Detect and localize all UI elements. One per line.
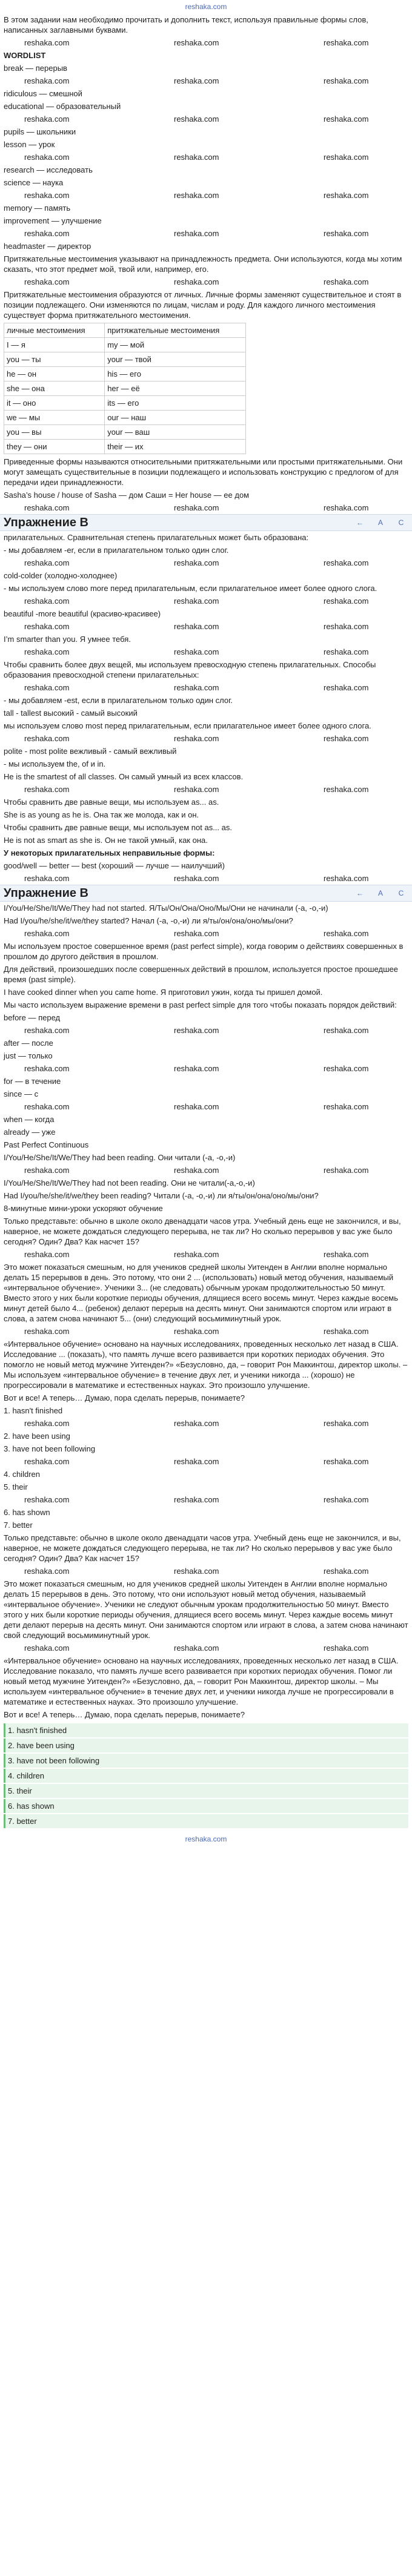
table-row: it — оно its — его [4, 396, 246, 411]
list-item: 3. have not been following [4, 1754, 408, 1768]
watermark-text: reshaka.com [324, 1457, 369, 1466]
watermark-row [0, 1417, 412, 1430]
watermark-row [0, 227, 412, 240]
watermark-text: reshaka.com [24, 1567, 70, 1576]
wordlist-item: memory — память [4, 203, 71, 213]
nav-link-c[interactable]: С [398, 518, 404, 527]
watermark-text: reshaka.com [324, 191, 369, 200]
watermark-row [0, 1062, 412, 1075]
text-line: He is not as smart as she is. Он не такой умный, как она. [4, 836, 208, 845]
list-item: 7. better [4, 1814, 408, 1828]
watermark-row [0, 74, 412, 87]
possessive-example: Sasha’s house / house of Sasha — дом Саши = Her house — ее дом [4, 490, 250, 500]
watermark-row [0, 1565, 412, 1577]
watermark-text: reshaka.com [174, 1643, 219, 1653]
exercise-nav [353, 518, 408, 528]
irregular-label: У некоторых прилагательных неправильные формы: [4, 848, 215, 857]
pronoun-table [4, 323, 246, 454]
watermark-row [0, 1493, 412, 1506]
watermark-text: reshaka.com [174, 503, 219, 512]
list-item: for — в течение [4, 1077, 61, 1086]
story-title: 8-минутные мини-уроки ускоряют обучение [4, 1204, 163, 1213]
watermark-text: reshaka.com [24, 1026, 70, 1035]
answer-list [0, 1404, 412, 1531]
watermark-text: reshaka.com [324, 874, 369, 883]
watermark-text: reshaka.com [174, 1166, 219, 1175]
list-item: just — только [4, 1051, 53, 1060]
site-footer[interactable]: reshaka.com [185, 1835, 227, 1843]
table-row: you — ты your — твой [4, 352, 246, 367]
watermark-text: reshaka.com [24, 596, 70, 606]
watermark-text: reshaka.com [324, 558, 369, 567]
watermark-text: reshaka.com [24, 1250, 70, 1259]
watermark-row [0, 36, 412, 49]
possessive-paragraph: Притяжательные местоимения указывают на принадлежность предмета. Они используются, когда мы хотим сказать, что этот предмет мой, твой или, например, его. [4, 254, 402, 274]
watermark-row [0, 595, 412, 607]
list-item: 4. children [4, 1470, 40, 1479]
watermark-text: reshaka.com [324, 734, 369, 743]
text-line: мы используем слово most перед прилагательным, если прилагательное имеет более одного слога. [4, 721, 371, 730]
watermark-text: reshaka.com [174, 622, 219, 631]
list-item: 6. has shown [4, 1799, 408, 1813]
watermark-text: reshaka.com [24, 503, 70, 512]
watermark-row [0, 646, 412, 658]
list-item: 7. better [4, 1521, 33, 1530]
watermark-text: reshaka.com [24, 734, 70, 743]
watermark-row [0, 620, 412, 633]
exercise-header [0, 514, 412, 531]
watermark-text: reshaka.com [324, 1495, 369, 1504]
watermark-row [0, 872, 412, 885]
watermark-text: reshaka.com [24, 647, 70, 656]
watermark-text: reshaka.com [174, 1026, 219, 1035]
watermark-text: reshaka.com [324, 229, 369, 238]
watermark-text: reshaka.com [174, 874, 219, 883]
watermark-text: reshaka.com [174, 558, 219, 567]
watermark-text: reshaka.com [24, 1457, 70, 1466]
time-expressions [0, 1011, 412, 1138]
watermark-text: reshaka.com [324, 1250, 369, 1259]
nav-link-c[interactable]: С [398, 888, 404, 897]
wordlist-item: lesson — урок [4, 140, 55, 149]
watermark-row [0, 556, 412, 569]
story-question: Вот и все! А теперь… Думаю, пора сделать перерыв, понимаете? [4, 1393, 245, 1402]
table-header: личные местоимения [4, 323, 105, 338]
watermark-row [0, 151, 412, 163]
list-item: 5. their [4, 1482, 28, 1491]
wordlist-item: educational — образовательный [4, 102, 121, 111]
table-row: you — вы your — ваш [4, 425, 246, 440]
watermark-row [0, 783, 412, 796]
watermark-text: reshaka.com [174, 734, 219, 743]
story-paragraph: Только представьте: обычно в школе около двенадцати часов утра. Учебный день еще не закончился, и вы, наверное, не можете дождаться следующего перерыва, не так ли? Но сколько перерывов у вас уже было сегодня? Один? Два? Как насчет 15? [4, 1217, 401, 1246]
wordlist-item: headmaster — директор [4, 242, 91, 251]
list-item: 2. have been using [4, 1739, 408, 1752]
table-row: they — они their — их [4, 440, 246, 454]
watermark-text: reshaka.com [174, 229, 219, 238]
watermark-text: reshaka.com [174, 1457, 219, 1466]
table-header: притяжательные местоимения [105, 323, 246, 338]
text-line: - мы добавляем -est, если в прилагательном только один слог. [4, 696, 233, 705]
table-row: we — мы our — наш [4, 411, 246, 425]
nav-link-a[interactable]: А [377, 888, 383, 897]
wordlist [0, 62, 412, 253]
watermark-text: reshaka.com [174, 1250, 219, 1259]
wordlist-item: pupils — школьники [4, 127, 76, 136]
list-item: 1. hasn't finished [4, 1723, 408, 1737]
wordlist-item: ridiculous — смешной [4, 89, 82, 98]
watermark-text: reshaka.com [174, 683, 219, 692]
watermark-row [0, 113, 412, 125]
watermark-row [0, 1100, 412, 1113]
wordlist-item: research — исследовать [4, 165, 93, 174]
watermark-text: reshaka.com [324, 622, 369, 631]
watermark-text: reshaka.com [324, 277, 369, 286]
watermark-row [0, 927, 412, 940]
story-paragraph: Это может показаться смешным, но для учеников средней школы Уитенден в Англии вполне нормально делать 15 перерывов в день. Это потому, что они используют новый метод обучения, называемый «интервальное обучение». Ученики не следуют обычным урокам продолжительностью 50 минут. Вместо этого у них были короткие периоды обучения, длящиеся всего восемь минут. Через каждые восемь минут дети делают перерыв на десять минут. Они занимаются спортом или играют в слова, а затем снова начинают свой следующий восьмиминутный урок. [4, 1579, 408, 1640]
watermark-text: reshaka.com [324, 1327, 369, 1336]
watermark-row [0, 501, 412, 514]
possessive-paragraph: Притяжательные местоимения образуются от личных. Личные формы заменяют существительное и стоят в позиции подлежащего. Они изменяются по лицам, числам и роду. Для каждого личного местоимения существует форма притяжательного местоимения. [4, 290, 402, 320]
list-item: 2. have been using [4, 1432, 70, 1441]
list-item: already — уже [4, 1128, 56, 1137]
watermark-text: reshaka.com [174, 785, 219, 794]
watermark-text: reshaka.com [324, 1026, 369, 1035]
watermark-text: reshaka.com [174, 1495, 219, 1504]
text-line: polite - most polite вежливый - самый вежливый [4, 747, 177, 756]
watermark-text: reshaka.com [174, 153, 219, 162]
table-row: he — он his — его [4, 367, 246, 381]
list-item: 1. hasn't finished [4, 1406, 63, 1415]
answer-list-highlighted [4, 1723, 408, 1828]
watermark-row [0, 1164, 412, 1177]
watermark-text: reshaka.com [174, 191, 219, 200]
wordlist-item: science — наука [4, 178, 64, 187]
watermark-text: reshaka.com [324, 153, 369, 162]
watermark-text: reshaka.com [24, 785, 70, 794]
list-item: before — перед [4, 1013, 61, 1022]
wordlist-item: break — перерыв [4, 64, 67, 73]
watermark-row [0, 681, 412, 694]
text-line: Чтобы сравнить более двух вещей, мы используем превосходную степень прилагательных. Способы образования превосходной степени прилагательных: [4, 660, 376, 679]
text-line: Чтобы сравнить две равные вещи, мы используем not as... as. [4, 823, 232, 832]
watermark-text: reshaka.com [174, 1064, 219, 1073]
exercise-title: Упражнение В [4, 515, 88, 529]
table-row: she — она her — её [4, 381, 246, 396]
watermark-text: reshaka.com [324, 785, 369, 794]
text-line: I/You/He/She/It/We/They had been reading. Они читали (-а, -о,-и) [4, 1153, 236, 1162]
watermark-text: reshaka.com [174, 647, 219, 656]
watermark-text: reshaka.com [324, 1567, 369, 1576]
text-line: Had I/you/he/she/it/we/they been reading? Читали (-а, -о,-и) ли я/ты/он/она/оно/мы/они? [4, 1191, 319, 1200]
watermark-text: reshaka.com [24, 929, 70, 938]
list-item: 4. children [4, 1769, 408, 1783]
watermark-text: reshaka.com [24, 1064, 70, 1073]
watermark-text: reshaka.com [24, 229, 70, 238]
watermark-text: reshaka.com [324, 596, 369, 606]
watermark-text: reshaka.com [324, 114, 369, 124]
text-line: I have cooked dinner when you came home. Я приготовил ужин, когда ты пришел домой. [4, 988, 323, 997]
text-line: - мы добавляем -er, если в прилагательном только один слог. [4, 546, 229, 555]
watermark-text: reshaka.com [174, 38, 219, 47]
exercise-nav [353, 888, 408, 899]
watermark-text: reshaka.com [174, 114, 219, 124]
watermark-text: reshaka.com [174, 76, 219, 85]
watermark-text: reshaka.com [174, 596, 219, 606]
watermark-text: reshaka.com [324, 929, 369, 938]
watermark-text: reshaka.com [324, 647, 369, 656]
ppc-label: Past Perfect Continuous [4, 1140, 89, 1149]
watermark-row [0, 1455, 412, 1468]
list-item: when — когда [4, 1115, 55, 1124]
text-line: - мы используем слово more перед прилагательным, если прилагательное имеет более одного слога. [4, 584, 377, 593]
list-item: since — с [4, 1089, 39, 1098]
story-paragraph: «Интервальное обучение» основано на научных исследованиях, проведенных несколько лет назад в США. Исследование ... (показать), что память лучше всего развивается при коротких периодах обучения. Это помогло не новый метод мужчине Уитенден?» «Безусловно, да, – говорит Рон Маккинтош, директор школы. – Мы используем «интервальное обучение» в течение двух лет, и ученики никогда ... (хорошо) не прогрессировали в математике и естественных науках. Это произошло улучшение. [4, 1339, 408, 1390]
exercise-header [0, 885, 412, 902]
watermark-row [0, 1248, 412, 1261]
watermark-text: reshaka.com [24, 1327, 70, 1336]
wordlist-label: WORDLIST [4, 51, 46, 60]
watermark-text: reshaka.com [24, 1419, 70, 1428]
watermark-row [0, 189, 412, 202]
watermark-text: reshaka.com [174, 277, 219, 286]
watermark-text: reshaka.com [24, 874, 70, 883]
text-line: beautiful -more beautiful (красиво-красивее) [4, 609, 161, 618]
watermark-row [0, 1642, 412, 1654]
story-paragraph: Это может показаться смешным, но для учеников средней школы Уитенден в Англии вполне нормально делать 15 перерывов в день. Это потому, что они 2 ... (использовать) новый метод обучения, называемый «интервальное обучение». Ученики 3... (не следовать) обычным урокам продолжительностью 50 минут. Вместо этого у них были короткие периоды обучения, длящиеся всего восемь минут. Через каждые восемь минут детей было 4... (ребенок) делают перерыв на десять минут. Они занимаются спортом или играют в слова, а затем снова начинают 5... (они) следующий восьмиминутный урок. [4, 1263, 399, 1323]
watermark-row [0, 1024, 412, 1037]
wordlist-item: improvement — улучшение [4, 216, 102, 225]
text-line: I’m smarter than you. Я умнее тебя. [4, 635, 131, 644]
text-line: Для действий, произошедших после совершенных действий в прошлом, используется простое прошедшее время (past simple). [4, 965, 398, 984]
watermark-text: reshaka.com [174, 929, 219, 938]
text-line: Мы часто используем выражение времени в past perfect simple для того чтобы показать порядок действий: [4, 1000, 397, 1009]
watermark-row [0, 1325, 412, 1338]
story-paragraph: «Интервальное обучение» основано на научных исследованиях, проведенных несколько лет назад в США. Исследование показало, что память лучше всего развивается при коротких периодах обучения. Помог ли новый метод мужчине Уитенден?» «Безусловно, да, – говорит Рон Маккинтош, директор школы. – Мы используем «интервальное обучение» в течение двух лет, и ученики никогда лучше не прогрессировали в математике и естественных науках. Это произошло улучшение. [4, 1656, 399, 1706]
watermark-text: reshaka.com [24, 191, 70, 200]
watermark-text: reshaka.com [24, 683, 70, 692]
watermark-text: reshaka.com [324, 1102, 369, 1111]
list-item: after — после [4, 1039, 53, 1048]
watermark-text: reshaka.com [324, 1643, 369, 1653]
watermark-text: reshaka.com [324, 503, 369, 512]
watermark-text: reshaka.com [324, 1064, 369, 1073]
possessive-paragraph: Приведенные формы называются относительными притяжательными или простыми притяжательными. Они могут замещать существительные в позиции подлежащего и использовать конструкцию с предлогом of для передачи идеи принадлежности. [4, 457, 403, 487]
watermark-row [0, 276, 412, 288]
watermark-text: reshaka.com [174, 1327, 219, 1336]
watermark-text: reshaka.com [24, 622, 70, 631]
table-row: I — я my — мой [4, 338, 246, 352]
story-paragraph: Только представьте: обычно в школе около двенадцати часов утра. Учебный день еще не закончился, и вы, наверное, не можете дождаться следующего перерыва, не так ли? Но сколько перерывов у вас уже было сегодня? Один? Два? Как насчет 15? [4, 1533, 401, 1563]
watermark-text: reshaka.com [324, 76, 369, 85]
text-line: прилагательных. Сравнительная степень прилагательных может быть образована: [4, 533, 309, 542]
exercise-title: Упражнение В [4, 886, 88, 900]
watermark-text: reshaka.com [324, 683, 369, 692]
nav-link-a[interactable]: А [377, 518, 383, 527]
watermark-text: reshaka.com [24, 38, 70, 47]
back-arrow-icon[interactable]: ← [356, 888, 364, 897]
text-line: - мы используем the, of и in. [4, 759, 106, 768]
text-line: He is the smartest of all classes. Он самый умный из всех классов. [4, 772, 244, 781]
watermark-text: reshaka.com [24, 1495, 70, 1504]
site-header[interactable]: reshaka.com [185, 2, 227, 11]
watermark-text: reshaka.com [174, 1419, 219, 1428]
text-line: good/well — better — best (хороший — лучше — наилучший) [4, 861, 225, 870]
text-line: Мы используем простое совершенное время (past perfect simple), когда говорим о действиях совершенных в прошлом до другого действия в прошлом. [4, 942, 404, 961]
story-question: Вот и все! А теперь… Думаю, пора сделать перерыв, понимаете? [4, 1710, 245, 1719]
text-line: cold-colder (холодно-холоднее) [4, 571, 118, 580]
back-arrow-icon[interactable]: ← [356, 518, 364, 527]
text-line: Чтобы сравнить две равные вещи, мы используем as... as. [4, 798, 219, 807]
watermark-text: reshaka.com [24, 76, 70, 85]
watermark-text: reshaka.com [324, 38, 369, 47]
watermark-text: reshaka.com [24, 153, 70, 162]
watermark-row [0, 732, 412, 745]
text-line: She is as young as he is. Она так же молода, как и он. [4, 810, 199, 819]
watermark-text: reshaka.com [24, 1166, 70, 1175]
text-line: I/You/He/She/It/We/They had not been reading. Они не читали(-а,-о,-и) [4, 1178, 255, 1187]
intro-text: В этом задании нам необходимо прочитать и дополнить текст, используя правильные формы слов, написанных заглавными буквами. [4, 15, 368, 35]
watermark-text: reshaka.com [174, 1567, 219, 1576]
watermark-text: reshaka.com [324, 1166, 369, 1175]
list-item: 3. have not been following [4, 1444, 96, 1453]
text-line: I/You/He/She/It/We/They had not started. Я/Ты/Он/Она/Оно/Мы/Они не начинали (-а, -о,-и) [4, 903, 328, 913]
list-item: 5. their [4, 1784, 408, 1798]
watermark-text: reshaka.com [24, 558, 70, 567]
text-line: tall - tallest высокий - самый высокий [4, 708, 138, 718]
watermark-text: reshaka.com [24, 1102, 70, 1111]
text-line: Had I/you/he/she/it/we/they started? Начал (-а, -о,-и) ли я/ты/он/она/оно/мы/они? [4, 916, 293, 925]
watermark-text: reshaka.com [174, 1102, 219, 1111]
watermark-text: reshaka.com [324, 1419, 369, 1428]
watermark-text: reshaka.com [24, 114, 70, 124]
list-item: 6. has shown [4, 1508, 50, 1517]
watermark-text: reshaka.com [24, 277, 70, 286]
watermark-text: reshaka.com [24, 1643, 70, 1653]
